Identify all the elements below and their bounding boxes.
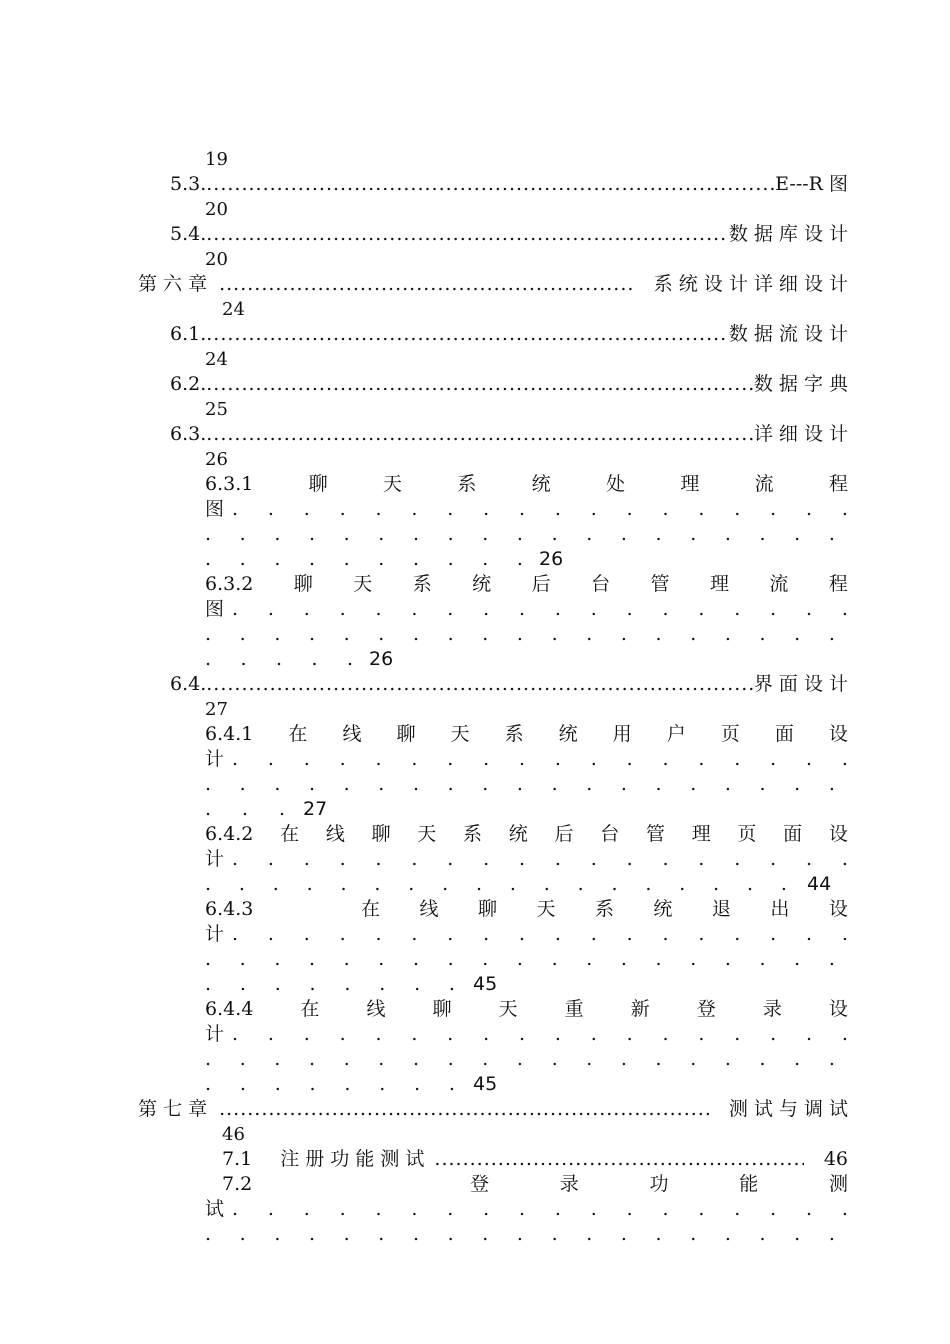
title-char: 线	[419, 898, 439, 920]
leader-dots	[205, 1047, 835, 1072]
toc-entry-6-4-3-end	[205, 972, 497, 997]
title-char: 在	[288, 723, 308, 745]
entry-title: 数 据 字 典	[753, 373, 848, 395]
title-char: 图	[205, 598, 225, 620]
toc-entry-5-3	[170, 172, 848, 197]
toc-entry-6-2	[170, 372, 848, 397]
entry-number: 6.3.1	[205, 473, 254, 495]
leader-dots	[206, 172, 775, 197]
title-char: 录	[762, 998, 782, 1020]
leader-dots	[232, 847, 848, 872]
title-char: 后	[554, 823, 574, 845]
toc-entry-6-4-2-end	[205, 872, 835, 897]
title-char: 流	[754, 473, 774, 495]
leader-dots	[206, 672, 754, 697]
page-number: 25	[205, 399, 228, 420]
title-char: 在	[361, 898, 381, 920]
leader-dots	[219, 272, 634, 297]
leader-dots	[205, 622, 835, 647]
toc-entry-6-4	[170, 672, 848, 697]
title-char: 设	[828, 998, 848, 1020]
title-char: 新	[630, 998, 650, 1020]
title-char: 登	[696, 998, 716, 1020]
leader-dots	[205, 522, 835, 547]
leader-dots	[205, 1072, 455, 1097]
leader-dots	[205, 947, 835, 972]
entry-number: 6.2.	[170, 373, 207, 395]
page-number: 27	[303, 798, 328, 820]
title-char: 页	[720, 723, 740, 745]
title-char: 计	[205, 923, 225, 945]
page-number: 44	[807, 873, 832, 895]
toc-entry-6-4-4-cont	[205, 1022, 848, 1047]
page-number: 24	[222, 299, 245, 320]
toc-entry-6-3	[170, 422, 848, 447]
title-char: 统	[508, 823, 528, 845]
leader-dots	[205, 647, 353, 672]
toc-entry-6-3-2-cont	[205, 597, 848, 622]
page-number: 20	[205, 199, 228, 220]
leader-dots	[219, 1097, 709, 1122]
title-char: 聊	[308, 473, 328, 495]
toc-entry-6-4-4-end	[205, 1072, 497, 1097]
entry-title: E---R 图	[775, 173, 848, 195]
title-char: 理	[691, 823, 711, 845]
toc-entry-7-2	[205, 1172, 848, 1197]
leader-dots	[205, 972, 455, 997]
toc-entry-7-2-cont	[205, 1197, 848, 1222]
title-char: 程	[828, 473, 848, 495]
leader-dots	[206, 322, 729, 347]
entry-number: 5.4.	[170, 223, 207, 245]
entry-title: 数 据 库 设 计	[728, 223, 848, 245]
title-char: 登	[470, 1173, 490, 1195]
leader-dots	[205, 772, 835, 797]
title-char: 天	[498, 998, 518, 1020]
title-char: 天	[417, 823, 437, 845]
toc-entry-5-4	[170, 222, 848, 247]
entry-title	[470, 1172, 848, 1197]
leader-dots	[434, 1147, 803, 1172]
toc-entry-6-4-1-cont	[205, 747, 848, 772]
page-number: 46	[823, 1148, 848, 1170]
page-number: 26	[539, 548, 564, 570]
title-char: 系	[457, 473, 477, 495]
toc-entry-6-4-1	[205, 722, 848, 747]
chapter-title: 系 统 设 计 详 细 设 计	[653, 273, 848, 295]
toc-entry-6-4-3	[205, 897, 848, 922]
entry-title: 数 据 流 设 计	[728, 323, 848, 345]
title-char: 页	[737, 823, 757, 845]
title-char: 天	[536, 898, 556, 920]
title-char: 后	[531, 573, 551, 595]
title-char: 聊	[371, 823, 391, 845]
toc-entry-6-3-1-end	[205, 547, 563, 572]
title-char: 面	[783, 823, 803, 845]
toc-entry-6-4-1-end	[205, 797, 327, 822]
entry-number: 5.3.	[170, 173, 207, 195]
toc-entry-6-4-4	[205, 997, 848, 1022]
page-number: 26	[369, 648, 394, 670]
title-char: 天	[353, 573, 373, 595]
entry-number: 6.4.1	[205, 723, 254, 745]
title-char: 设	[828, 823, 848, 845]
title-char: 线	[342, 723, 362, 745]
entry-title	[361, 897, 848, 922]
title-char: 流	[769, 573, 789, 595]
page-number: 24	[205, 349, 228, 370]
toc-chapter-7	[138, 1097, 848, 1122]
page-number: 46	[222, 1124, 245, 1145]
toc-entry-6-3-2	[205, 572, 848, 597]
title-char: 台	[591, 573, 611, 595]
toc-entry-6-4-2-cont	[205, 847, 848, 872]
title-char: 图	[205, 498, 225, 520]
entry-number: 7.1	[222, 1148, 253, 1170]
title-char: 设	[828, 898, 848, 920]
title-char: 功	[649, 1173, 669, 1195]
entry-number: 6.3.	[170, 423, 207, 445]
title-char: 用	[612, 723, 632, 745]
leader-dots	[232, 747, 848, 772]
title-char: 聊	[432, 998, 452, 1020]
title-char: 聊	[293, 573, 313, 595]
title-char: 面	[774, 723, 794, 745]
entry-number: 6.4.2	[205, 823, 254, 845]
entry-title: 详 细 设 计	[753, 423, 848, 445]
toc-chapter-6	[138, 272, 848, 297]
page-number: 45	[473, 973, 498, 995]
entry-number: 6.1.	[170, 323, 207, 345]
title-char: 管	[645, 823, 665, 845]
page-number: 27	[205, 699, 228, 720]
toc-entry-6-4-2	[205, 822, 848, 847]
toc-entry-6-1	[170, 322, 848, 347]
leader-dots	[232, 597, 848, 622]
title-char: 统	[531, 473, 551, 495]
title-char: 系	[463, 823, 483, 845]
title-char: 管	[650, 573, 670, 595]
page-number: 19	[205, 149, 228, 170]
leader-dots	[205, 1222, 835, 1247]
title-char: 线	[366, 998, 386, 1020]
title-char: 天	[450, 723, 470, 745]
title-char: 录	[559, 1173, 579, 1195]
chapter-label: 第 六 章	[138, 273, 208, 295]
title-char: 统	[558, 723, 578, 745]
entry-number: 6.4.3	[205, 898, 254, 920]
entry-number: 6.4.	[170, 673, 207, 695]
title-char: 天	[383, 473, 403, 495]
leader-dots	[205, 872, 787, 897]
leader-dots	[206, 222, 729, 247]
title-char: 统	[472, 573, 492, 595]
toc-entry-6-4-3-cont	[205, 922, 848, 947]
title-char: 出	[770, 898, 790, 920]
leader-dots	[232, 922, 848, 947]
title-char: 处	[605, 473, 625, 495]
entry-number: 7.2	[222, 1173, 253, 1195]
page-number: 20	[205, 249, 228, 270]
leader-dots	[206, 372, 754, 397]
toc-entry-7-1	[222, 1147, 848, 1172]
title-char: 系	[504, 723, 524, 745]
title-char: 能	[739, 1173, 759, 1195]
leader-dots	[232, 1197, 848, 1222]
title-char: 统	[653, 898, 673, 920]
chapter-title: 测 试 与 调 试	[728, 1098, 848, 1120]
title-char: 线	[325, 823, 345, 845]
title-char: 设	[828, 723, 848, 745]
title-char: 户	[666, 723, 686, 745]
title-char: 试	[205, 1198, 225, 1220]
chapter-label: 第 七 章	[138, 1098, 208, 1120]
page-number: 26	[205, 449, 228, 470]
title-char: 重	[564, 998, 584, 1020]
entry-number: 6.4.4	[205, 998, 254, 1020]
title-char: 聊	[477, 898, 497, 920]
title-char: 计	[205, 1023, 225, 1045]
entry-number: 6.3.2	[205, 573, 254, 595]
title-char: 计	[205, 848, 225, 870]
toc-entry-6-3-2-end	[205, 647, 393, 672]
title-char: 退	[711, 898, 731, 920]
title-char: 台	[600, 823, 620, 845]
title-char: 理	[709, 573, 729, 595]
title-char: 在	[300, 998, 320, 1020]
title-char: 系	[594, 898, 614, 920]
title-char: 程	[828, 573, 848, 595]
title-char: 在	[280, 823, 300, 845]
title-char: 理	[680, 473, 700, 495]
title-char: 系	[412, 573, 432, 595]
leader-dots	[205, 547, 523, 572]
page-number: 45	[473, 1073, 498, 1095]
toc-entry-6-3-1	[205, 472, 848, 497]
entry-title: 注 册 功 能 测 试	[280, 1148, 425, 1170]
entry-title: 界 面 设 计	[753, 673, 848, 695]
leader-dots	[205, 797, 285, 822]
title-char: 聊	[396, 723, 416, 745]
title-char: 测	[828, 1173, 848, 1195]
toc-entry-6-3-1-cont	[205, 497, 848, 522]
title-char: 计	[205, 748, 225, 770]
leader-dots	[232, 1022, 848, 1047]
leader-dots	[206, 422, 754, 447]
leader-dots	[232, 497, 848, 522]
